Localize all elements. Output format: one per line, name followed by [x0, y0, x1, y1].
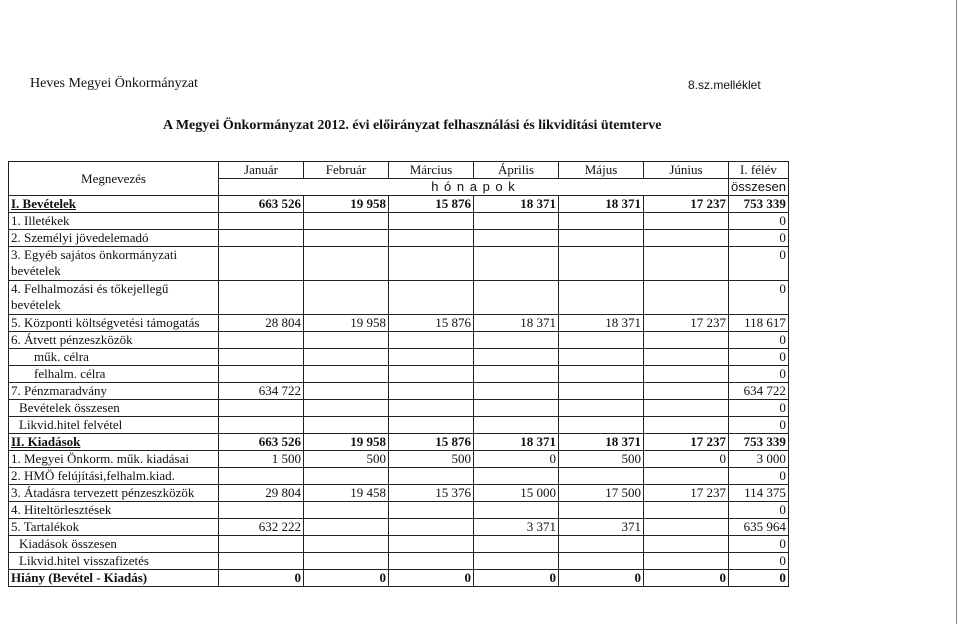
value-cell: 18 371 — [559, 434, 644, 451]
row-label: 3. Átadásra tervezett pénzeszközök — [9, 485, 219, 502]
total-cell: 0 — [729, 536, 789, 553]
row-label: Bevételek összesen — [9, 400, 219, 417]
table-row — [9, 553, 789, 570]
total-cell: 0 — [729, 502, 789, 519]
value-cell — [644, 366, 729, 383]
value-cell: 500 — [389, 451, 474, 468]
value-cell: 18 371 — [474, 315, 559, 332]
table-row — [9, 383, 789, 400]
value-cell — [474, 383, 559, 400]
value-cell — [304, 468, 389, 485]
value-cell — [389, 502, 474, 519]
row-label: 1. Illetékek — [9, 213, 219, 230]
value-cell — [644, 230, 729, 247]
value-cell: 17 237 — [644, 315, 729, 332]
total-cell: 0 — [729, 332, 789, 349]
value-cell — [644, 519, 729, 536]
value-cell: 18 371 — [474, 196, 559, 213]
month-header: Június — [644, 162, 729, 179]
table-row — [9, 485, 789, 502]
value-cell — [304, 502, 389, 519]
value-cell — [644, 468, 729, 485]
total-cell: 0 — [729, 468, 789, 485]
value-cell: 500 — [304, 451, 389, 468]
total-cell: 753 339 — [729, 196, 789, 213]
liquidity-table — [8, 161, 789, 587]
table-row — [9, 213, 789, 230]
value-cell: 1 500 — [219, 451, 304, 468]
value-cell — [644, 417, 729, 434]
value-cell — [474, 553, 559, 570]
value-cell: 18 371 — [474, 434, 559, 451]
total-subheader: összesen — [729, 179, 789, 196]
total-cell: 753 339 — [729, 434, 789, 451]
value-cell — [389, 349, 474, 366]
value-cell — [389, 247, 474, 281]
table-row — [9, 349, 789, 366]
value-cell — [474, 247, 559, 281]
total-cell: 635 964 — [729, 519, 789, 536]
value-cell — [559, 366, 644, 383]
value-cell: 17 237 — [644, 196, 729, 213]
org-name: Heves Megyei Önkormányzat — [30, 76, 198, 91]
value-cell — [389, 366, 474, 383]
table-row — [9, 332, 789, 349]
value-cell: 15 000 — [474, 485, 559, 502]
value-cell — [644, 349, 729, 366]
total-cell: 634 722 — [729, 383, 789, 400]
table-row — [9, 451, 789, 468]
total-cell: 0 — [729, 417, 789, 434]
table-row — [9, 502, 789, 519]
value-cell: 18 371 — [559, 315, 644, 332]
value-cell — [304, 383, 389, 400]
row-label: Likvid.hitel visszafizetés — [9, 553, 219, 570]
row-label — [9, 434, 219, 451]
value-cell — [389, 281, 474, 315]
table-row — [9, 536, 789, 553]
row-label: 1. Megyei Önkorm. műk. kiadásai — [9, 451, 219, 468]
value-cell — [219, 502, 304, 519]
page-edge-line — [956, 0, 957, 624]
value-cell: 29 804 — [219, 485, 304, 502]
value-cell — [474, 366, 559, 383]
annex-label: 8.sz.melléklet — [688, 78, 761, 92]
table-row — [9, 434, 789, 451]
total-cell: 114 375 — [729, 485, 789, 502]
value-cell — [474, 468, 559, 485]
value-cell: 3 371 — [474, 519, 559, 536]
row-label: 6. Átvett pénzeszközök — [9, 332, 219, 349]
value-cell: 0 — [389, 570, 474, 587]
value-cell — [559, 332, 644, 349]
value-cell — [219, 536, 304, 553]
value-cell — [389, 383, 474, 400]
value-cell: 0 — [219, 570, 304, 587]
section-label: II. Kiadások — [11, 434, 81, 449]
value-cell — [219, 366, 304, 383]
value-cell — [644, 281, 729, 315]
value-cell — [219, 468, 304, 485]
value-cell — [304, 417, 389, 434]
value-cell — [219, 400, 304, 417]
total-cell: 0 — [729, 349, 789, 366]
row-label: Likvid.hitel felvétel — [9, 417, 219, 434]
value-cell — [559, 213, 644, 230]
value-cell: 18 371 — [559, 196, 644, 213]
value-cell — [474, 213, 559, 230]
value-cell — [644, 332, 729, 349]
value-cell: 15 876 — [389, 434, 474, 451]
total-cell: 0 — [729, 213, 789, 230]
section-label: I. Bevételek — [11, 196, 76, 211]
total-header: I. félév — [729, 162, 789, 179]
total-cell: 0 — [729, 400, 789, 417]
value-cell: 0 — [559, 570, 644, 587]
months-subheader: h ó n a p o k — [219, 179, 729, 196]
value-cell — [644, 383, 729, 400]
table-row — [9, 417, 789, 434]
value-cell: 19 958 — [304, 196, 389, 213]
value-cell — [304, 281, 389, 315]
value-cell — [644, 400, 729, 417]
table-row — [9, 196, 789, 213]
value-cell — [304, 247, 389, 281]
row-label: műk. célra — [9, 349, 219, 366]
table-row — [9, 519, 789, 536]
value-cell — [644, 213, 729, 230]
row-label: 4. Hiteltörlesztések — [9, 502, 219, 519]
value-cell: 19 958 — [304, 434, 389, 451]
value-cell — [389, 553, 474, 570]
value-cell: 19 958 — [304, 315, 389, 332]
value-cell: 17 237 — [644, 485, 729, 502]
value-cell — [644, 536, 729, 553]
value-cell — [304, 519, 389, 536]
name-header: Megnevezés — [9, 162, 219, 196]
table-row — [9, 247, 789, 281]
total-cell: 3 000 — [729, 451, 789, 468]
value-cell: 28 804 — [219, 315, 304, 332]
value-cell — [559, 502, 644, 519]
value-cell — [304, 349, 389, 366]
value-cell — [559, 349, 644, 366]
value-cell — [474, 536, 559, 553]
value-cell — [304, 536, 389, 553]
value-cell — [389, 519, 474, 536]
row-label: 5. Központi költségvetési támogatás — [9, 315, 219, 332]
total-cell: 0 — [729, 570, 789, 587]
value-cell — [219, 553, 304, 570]
value-cell — [559, 383, 644, 400]
value-cell: 17 237 — [644, 434, 729, 451]
value-cell — [219, 281, 304, 315]
value-cell — [559, 536, 644, 553]
month-header: Január — [219, 162, 304, 179]
value-cell: 371 — [559, 519, 644, 536]
value-cell — [389, 332, 474, 349]
value-cell: 0 — [474, 451, 559, 468]
total-cell: 118 617 — [729, 315, 789, 332]
value-cell — [304, 213, 389, 230]
value-cell: 0 — [304, 570, 389, 587]
row-label: felhalm. célra — [9, 366, 219, 383]
value-cell — [559, 281, 644, 315]
total-cell: 0 — [729, 230, 789, 247]
value-cell — [389, 400, 474, 417]
value-cell — [219, 417, 304, 434]
value-cell — [474, 332, 559, 349]
total-cell: 0 — [729, 281, 789, 315]
total-cell: 0 — [729, 553, 789, 570]
value-cell — [219, 332, 304, 349]
row-label: 2. HMÖ felújítási,felhalm.kiad. — [9, 468, 219, 485]
value-cell — [559, 400, 644, 417]
value-cell — [559, 417, 644, 434]
table-row — [9, 570, 789, 587]
value-cell — [644, 247, 729, 281]
value-cell: 17 500 — [559, 485, 644, 502]
value-cell — [219, 230, 304, 247]
value-cell — [304, 400, 389, 417]
value-cell: 0 — [644, 451, 729, 468]
row-label: 7. Pénzmaradvány — [9, 383, 219, 400]
value-cell: 500 — [559, 451, 644, 468]
value-cell — [389, 213, 474, 230]
value-cell: 663 526 — [219, 434, 304, 451]
value-cell: 15 876 — [389, 315, 474, 332]
page-title: A Megyei Önkormányzat 2012. évi előirányzat felhasználási és likviditási ütemterve — [163, 118, 662, 133]
month-header: Május — [559, 162, 644, 179]
value-cell — [559, 468, 644, 485]
table-row — [9, 468, 789, 485]
value-cell — [644, 553, 729, 570]
month-header: Március — [389, 162, 474, 179]
value-cell — [474, 349, 559, 366]
value-cell — [389, 536, 474, 553]
value-cell: 15 376 — [389, 485, 474, 502]
total-cell: 0 — [729, 366, 789, 383]
value-cell — [389, 468, 474, 485]
value-cell — [474, 417, 559, 434]
row-label: 4. Felhalmozási és tőkejellegű bevételek — [9, 281, 219, 315]
table-row — [9, 281, 789, 315]
value-cell — [219, 247, 304, 281]
row-label: Hiány (Bevétel - Kiadás) — [9, 570, 219, 587]
table-body — [9, 196, 789, 587]
value-cell — [559, 247, 644, 281]
value-cell: 632 222 — [219, 519, 304, 536]
table-row — [9, 400, 789, 417]
value-cell — [474, 502, 559, 519]
row-label: 3. Egyéb sajátos önkormányzati bevételek — [9, 247, 219, 281]
row-label: 5. Tartalékok — [9, 519, 219, 536]
row-label: 2. Személyi jövedelemadó — [9, 230, 219, 247]
value-cell — [304, 553, 389, 570]
month-header: Február — [304, 162, 389, 179]
table-row — [9, 230, 789, 247]
value-cell — [474, 230, 559, 247]
value-cell — [304, 332, 389, 349]
table-row — [9, 315, 789, 332]
value-cell: 15 876 — [389, 196, 474, 213]
value-cell — [389, 417, 474, 434]
month-header: Április — [474, 162, 559, 179]
value-cell — [219, 213, 304, 230]
value-cell — [644, 502, 729, 519]
row-label — [9, 196, 219, 213]
value-cell — [559, 230, 644, 247]
row-label: Kiadások összesen — [9, 536, 219, 553]
value-cell: 634 722 — [219, 383, 304, 400]
value-cell: 663 526 — [219, 196, 304, 213]
value-cell — [389, 230, 474, 247]
value-cell — [474, 400, 559, 417]
table-row — [9, 366, 789, 383]
value-cell — [559, 553, 644, 570]
value-cell: 19 458 — [304, 485, 389, 502]
value-cell — [304, 366, 389, 383]
value-cell — [474, 281, 559, 315]
value-cell — [219, 349, 304, 366]
value-cell — [304, 230, 389, 247]
value-cell: 0 — [474, 570, 559, 587]
total-cell: 0 — [729, 247, 789, 281]
value-cell: 0 — [644, 570, 729, 587]
